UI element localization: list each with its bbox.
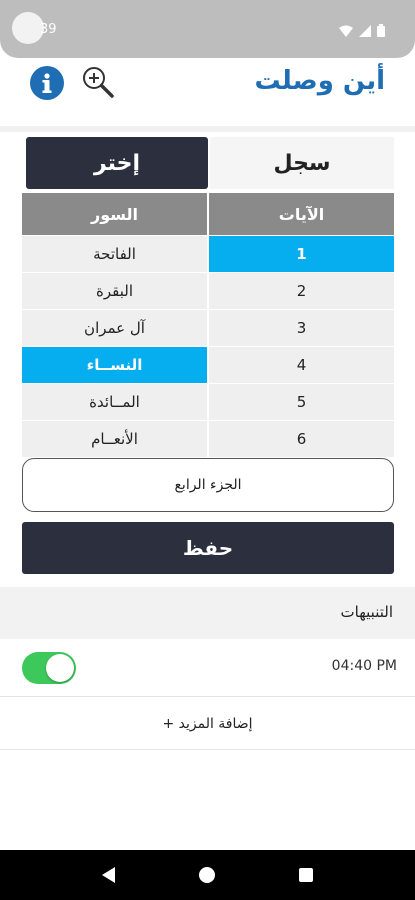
table-row (22, 383, 394, 420)
save-button[interactable]: حفظ (22, 522, 394, 574)
alarm-row (0, 639, 415, 697)
status-bar (0, 0, 415, 58)
surah-cell[interactable]: الفاتحة (22, 235, 207, 272)
alerts-section-header (0, 587, 415, 639)
add-more-button[interactable]: إضافة المزيد + (0, 698, 415, 750)
table-row (22, 235, 394, 272)
app-header (0, 58, 415, 126)
alarm-time[interactable]: 04:40 PM (331, 658, 397, 674)
ayah-cell[interactable]: 2 (207, 272, 394, 309)
info-icon[interactable] (30, 66, 64, 100)
status-icons (339, 22, 385, 41)
status-time: 39 (40, 22, 57, 37)
tab-log[interactable]: سجل (210, 137, 394, 189)
zoom-in-icon[interactable] (80, 64, 116, 100)
surah-cell[interactable]: البقرة (22, 272, 207, 309)
surah-cell[interactable]: النســاء (22, 346, 207, 383)
ayah-cell[interactable]: 6 (207, 420, 394, 457)
signal-icon (359, 22, 371, 41)
surah-cell[interactable]: المــائدة (22, 383, 207, 420)
surah-cell[interactable]: آل عمران (22, 309, 207, 346)
ayah-cell[interactable]: 3 (207, 309, 394, 346)
back-icon[interactable] (102, 867, 115, 883)
surah-table (22, 193, 394, 457)
page-title: أين وصلت (254, 66, 385, 96)
toggle-knob (46, 654, 74, 682)
home-icon[interactable] (199, 867, 215, 883)
ayah-cell[interactable]: 5 (207, 383, 394, 420)
ayah-cell[interactable]: 4 (207, 346, 394, 383)
mode-tabs (26, 137, 394, 189)
wifi-icon (339, 22, 353, 41)
battery-icon (377, 22, 385, 41)
table-row (22, 309, 394, 346)
system-nav-bar (0, 850, 415, 900)
recent-apps-icon[interactable] (299, 868, 313, 882)
column-header-ayat: الآيات (207, 193, 394, 235)
ayah-cell[interactable]: 1 (207, 235, 394, 272)
section-divider (0, 126, 415, 132)
column-header-surahs: السور (22, 193, 207, 235)
tab-choose[interactable]: إختر (26, 137, 208, 189)
surah-cell[interactable]: الأنعــام (22, 420, 207, 457)
alarm-toggle[interactable] (22, 652, 76, 684)
table-header (22, 193, 394, 235)
juz-selector[interactable]: الجزء الرابع (22, 458, 394, 512)
alerts-title: التنبيهات (340, 603, 393, 621)
table-row (22, 420, 394, 457)
table-row (22, 346, 394, 383)
table-row (22, 272, 394, 309)
